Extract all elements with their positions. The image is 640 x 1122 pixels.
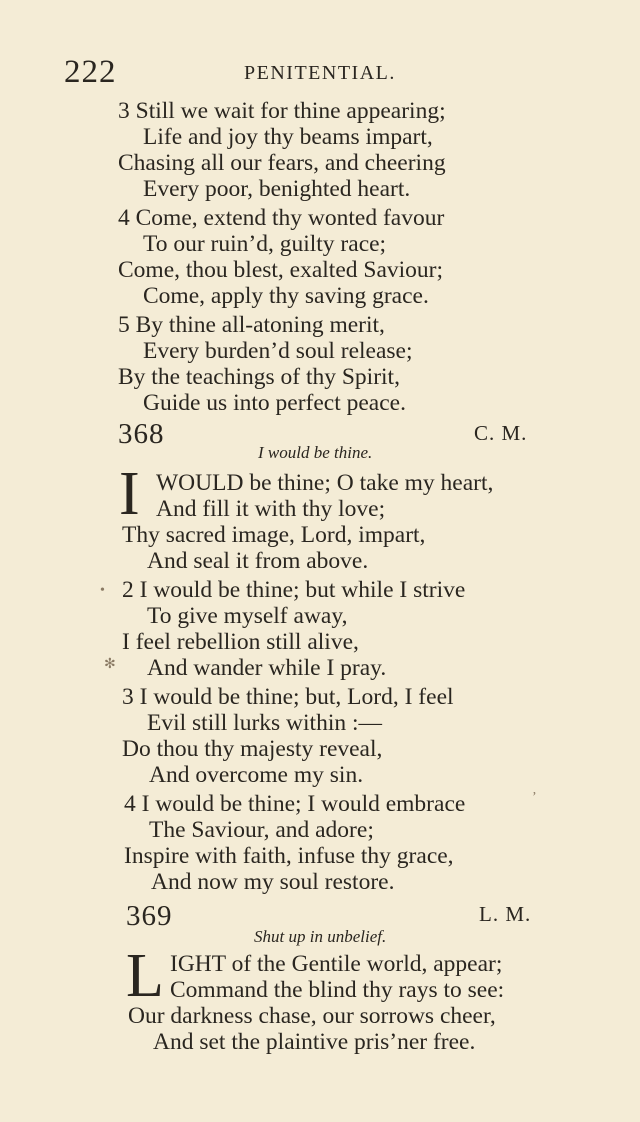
drop-cap: I: [119, 460, 140, 528]
verse-line: IGHT of the Gentile world, appear;: [170, 951, 503, 977]
hymn-subtitle: I would be thine.: [258, 443, 373, 462]
verse-line: Inspire with faith, infuse thy grace,: [124, 843, 454, 869]
verse-line: And overcome my sin.: [149, 762, 364, 788]
verse-line: 4 Come, extend thy wonted favour: [118, 205, 445, 231]
verse-line: Our darkness chase, our sorrows cheer,: [128, 1003, 496, 1029]
page-header: [0, 54, 640, 94]
hymn-meter: C. M.: [474, 421, 528, 445]
verse-line: And now my soul restore.: [151, 869, 395, 895]
verse-line: 2 I would be thine; but while I strive: [122, 577, 466, 603]
verse-line: To give myself away,: [147, 603, 348, 629]
drop-cap: L: [126, 942, 164, 1010]
hymn-number: 369: [126, 900, 173, 932]
verse-line: Come, thou blest, exalted Saviour;: [118, 257, 444, 283]
verse-line: By the teachings of thy Spirit,: [118, 364, 400, 390]
verse-line: Evil still lurks within :—: [147, 710, 383, 736]
verse-line: Every burden’d soul release;: [143, 338, 413, 364]
verse-line: Do thou thy majesty reveal,: [122, 736, 383, 762]
verse-line: Command the blind thy rays to see:: [170, 977, 505, 1003]
hymn-number: 368: [118, 418, 165, 450]
stray-dot-mark: •: [100, 583, 105, 598]
verse-line: Life and joy thy beams impart,: [143, 124, 433, 150]
verse-line: Thy sacred image, Lord, impart,: [122, 522, 426, 548]
verse-line: 3 Still we wait for thine appearing;: [118, 98, 446, 124]
page-number: 222: [64, 54, 117, 90]
verse-line: I feel rebellion still alive,: [122, 629, 359, 655]
verse-line: And seal it from above.: [147, 548, 369, 574]
verse-line: Chasing all our fears, and cheering: [118, 150, 446, 176]
stray-star-mark: ✻: [104, 657, 116, 672]
verse-line: The Saviour, and adore;: [149, 817, 374, 843]
verse-line: And fill it with thy love;: [156, 496, 386, 522]
verse-line: 3 I would be thine; but, Lord, I feel: [122, 684, 454, 710]
hymn-meter: L. M.: [479, 902, 532, 926]
verse-line: Every poor, benighted heart.: [143, 176, 411, 202]
stray-tick-mark: ʼ: [532, 790, 537, 805]
verse-line: Guide us into perfect peace.: [143, 390, 406, 416]
verse-line: 5 By thine all-atoning merit,: [118, 312, 385, 338]
verse-line: 4 I would be thine; I would embrace: [124, 791, 466, 817]
verse-line: To our ruin’d, guilty race;: [143, 231, 387, 257]
verse-line: WOULD be thine; O take my heart,: [156, 470, 494, 496]
verse-line: And wander while I pray.: [147, 655, 387, 681]
verse-line: And set the plaintive pris’ner free.: [153, 1029, 476, 1055]
hymn-subtitle: Shut up in unbelief.: [254, 927, 387, 946]
running-head: PENITENTIAL.: [244, 62, 396, 84]
verse-line: Come, apply thy saving grace.: [143, 283, 429, 309]
